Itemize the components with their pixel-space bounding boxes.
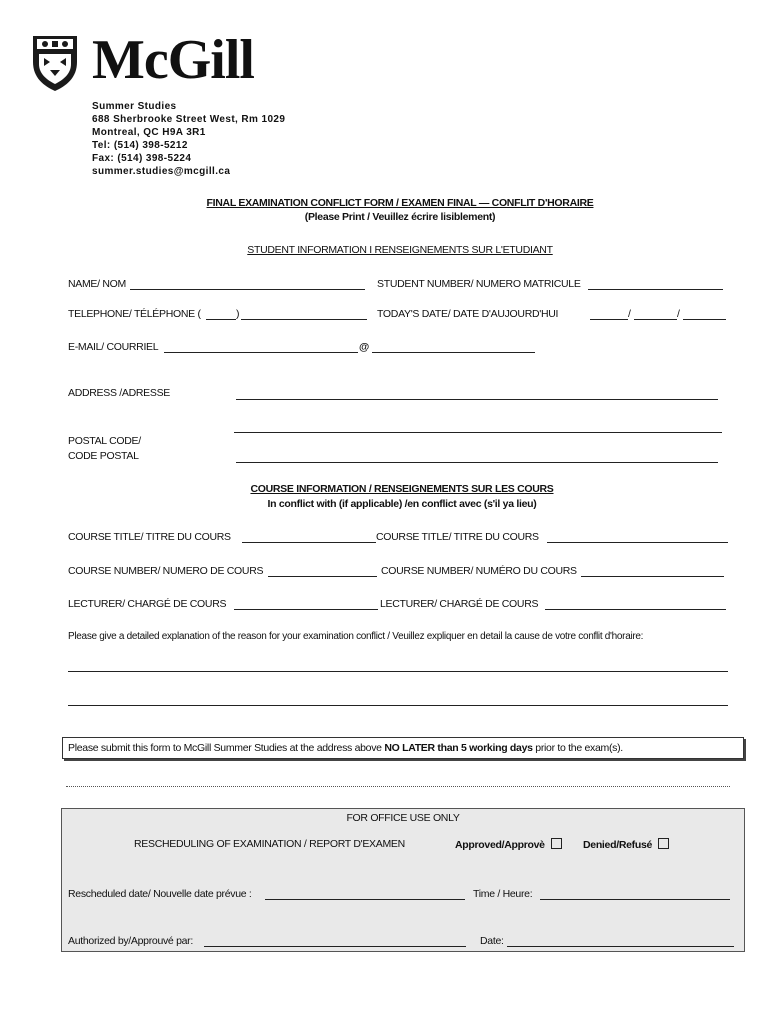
course-title-field[interactable] <box>242 542 376 543</box>
rescheduling-label: RESCHEDULING OF EXAMINATION / REPORT D'EXAMEN <box>134 838 405 850</box>
date-year-field[interactable] <box>683 319 726 320</box>
approved-label: Approved/Approvè <box>455 839 545 851</box>
office-date-label: Date: <box>480 935 504 947</box>
time-label: Time / Heure: <box>473 888 533 900</box>
address-block <box>92 100 285 178</box>
address-line: Summer Studies <box>92 101 177 112</box>
student-number-label: STUDENT NUMBER/ NUMERO MATRICULE <box>377 278 581 290</box>
conflict-course-title-field[interactable] <box>547 542 728 543</box>
submission-notice-box <box>62 737 744 759</box>
course-section-heading: COURSE INFORMATION / RENSEIGNEMENTS SUR LES COURS <box>250 483 554 495</box>
denied-option <box>583 838 669 851</box>
email-domain-field[interactable] <box>372 352 535 353</box>
denied-checkbox[interactable] <box>658 838 669 849</box>
date-month-field[interactable] <box>634 319 677 320</box>
area-code-field[interactable] <box>206 319 236 320</box>
office-date-field[interactable] <box>507 946 734 947</box>
explanation-instructions: Please give a detailed explanation of the reason for your examination conflict / Veuillez expliquer en detail la cause de votre conflit d'horaire: <box>68 631 644 642</box>
course-section-subheading: In conflict with (if applicable) /en conflict avec (s'il ya lieu) <box>267 498 537 510</box>
office-use-box <box>61 808 745 952</box>
course-number-field[interactable] <box>268 576 377 577</box>
postal-code-label: POSTAL CODE/ <box>68 435 141 447</box>
telephone-paren-close: ) <box>236 308 240 320</box>
rescheduled-date-label: Rescheduled date/ Nouvelle date prévue : <box>68 888 252 900</box>
conflict-course-title-label: COURSE TITLE/ TITRE DU COURS <box>376 531 539 543</box>
course-number-label: COURSE NUMBER/ NUMERO DE COURS <box>68 565 264 577</box>
postal-code-field[interactable] <box>236 462 718 463</box>
todays-date-label: TODAY'S DATE/ DATE D'AUJOURD'HUI <box>377 308 559 320</box>
lecturer-label: LECTURER/ CHARGÉ DE COURS <box>68 598 227 610</box>
form-subtitle: (Please Print / Veuillez écrire lisiblement) <box>304 211 496 223</box>
postal-code-label-fr: CODE POSTAL <box>68 450 139 462</box>
conflict-lecturer-label: LECTURER/ CHARGÉ DE COURS <box>380 598 539 610</box>
date-separator: / <box>677 308 680 320</box>
notice-suffix: prior to the exam(s). <box>532 742 623 754</box>
conflict-course-number-label: COURSE NUMBER/ NUMÉRO DU COURS <box>381 565 577 577</box>
submission-notice-text <box>68 742 623 754</box>
address-line: 688 Sherbrooke Street West, Rm 1029 <box>92 114 286 125</box>
name-label: NAME/ NOM <box>68 278 126 290</box>
address-field-line-1[interactable] <box>236 399 718 400</box>
address-line: Fax: (514) 398-5224 <box>92 153 192 164</box>
denied-label: Denied/Refusé <box>583 839 653 851</box>
email-at-sign: @ <box>359 341 369 353</box>
authorized-by-label: Authorized by/Approuvé par: <box>68 935 193 947</box>
dotted-separator <box>66 786 730 787</box>
mcgill-crest-logo <box>30 34 80 92</box>
address-line: Tel: (514) 398-5212 <box>92 140 188 151</box>
approved-option <box>455 838 562 851</box>
address-line: summer.studies@mcgill.ca <box>92 166 231 177</box>
date-separator: / <box>628 308 631 320</box>
rescheduled-date-field[interactable] <box>265 899 465 900</box>
notice-prefix: Please submit this form to McGill Summer Studies at the address above <box>68 742 385 754</box>
course-title-label: COURSE TITLE/ TITRE DU COURS <box>68 531 231 543</box>
telephone-label: TELEPHONE/ TÉLÉPHONE ( <box>68 308 201 320</box>
time-field[interactable] <box>540 899 730 900</box>
conflict-lecturer-field[interactable] <box>545 609 726 610</box>
conflict-course-number-field[interactable] <box>581 576 724 577</box>
mcgill-wordmark: McGill <box>92 29 254 91</box>
email-label: E-MAIL/ COURRIEL <box>68 341 159 353</box>
form-title: FINAL EXAMINATION CONFLICT FORM / EXAMEN FINAL — CONFLIT D'HORAIRE <box>206 197 594 209</box>
address-label: ADDRESS /ADRESSE <box>68 387 170 399</box>
shield-icon <box>30 34 80 92</box>
student-number-field[interactable] <box>588 289 723 290</box>
approved-checkbox[interactable] <box>551 838 562 849</box>
lecturer-field[interactable] <box>234 609 378 610</box>
address-line: Montreal, QC H9A 3R1 <box>92 127 206 138</box>
student-section-heading: STUDENT INFORMATION I RENSEIGNEMENTS SUR L'ETUDIANT <box>247 244 553 256</box>
authorized-by-field[interactable] <box>204 946 466 947</box>
explanation-field-line-1[interactable] <box>68 671 728 672</box>
explanation-field-line-2[interactable] <box>68 705 728 706</box>
date-day-field[interactable] <box>590 319 628 320</box>
office-use-heading: FOR OFFICE USE ONLY <box>346 812 460 824</box>
telephone-field[interactable] <box>241 319 367 320</box>
notice-deadline: NO LATER than 5 working days <box>384 742 533 754</box>
address-field-line-2[interactable] <box>234 432 722 433</box>
name-field[interactable] <box>130 289 365 290</box>
email-user-field[interactable] <box>164 352 358 353</box>
